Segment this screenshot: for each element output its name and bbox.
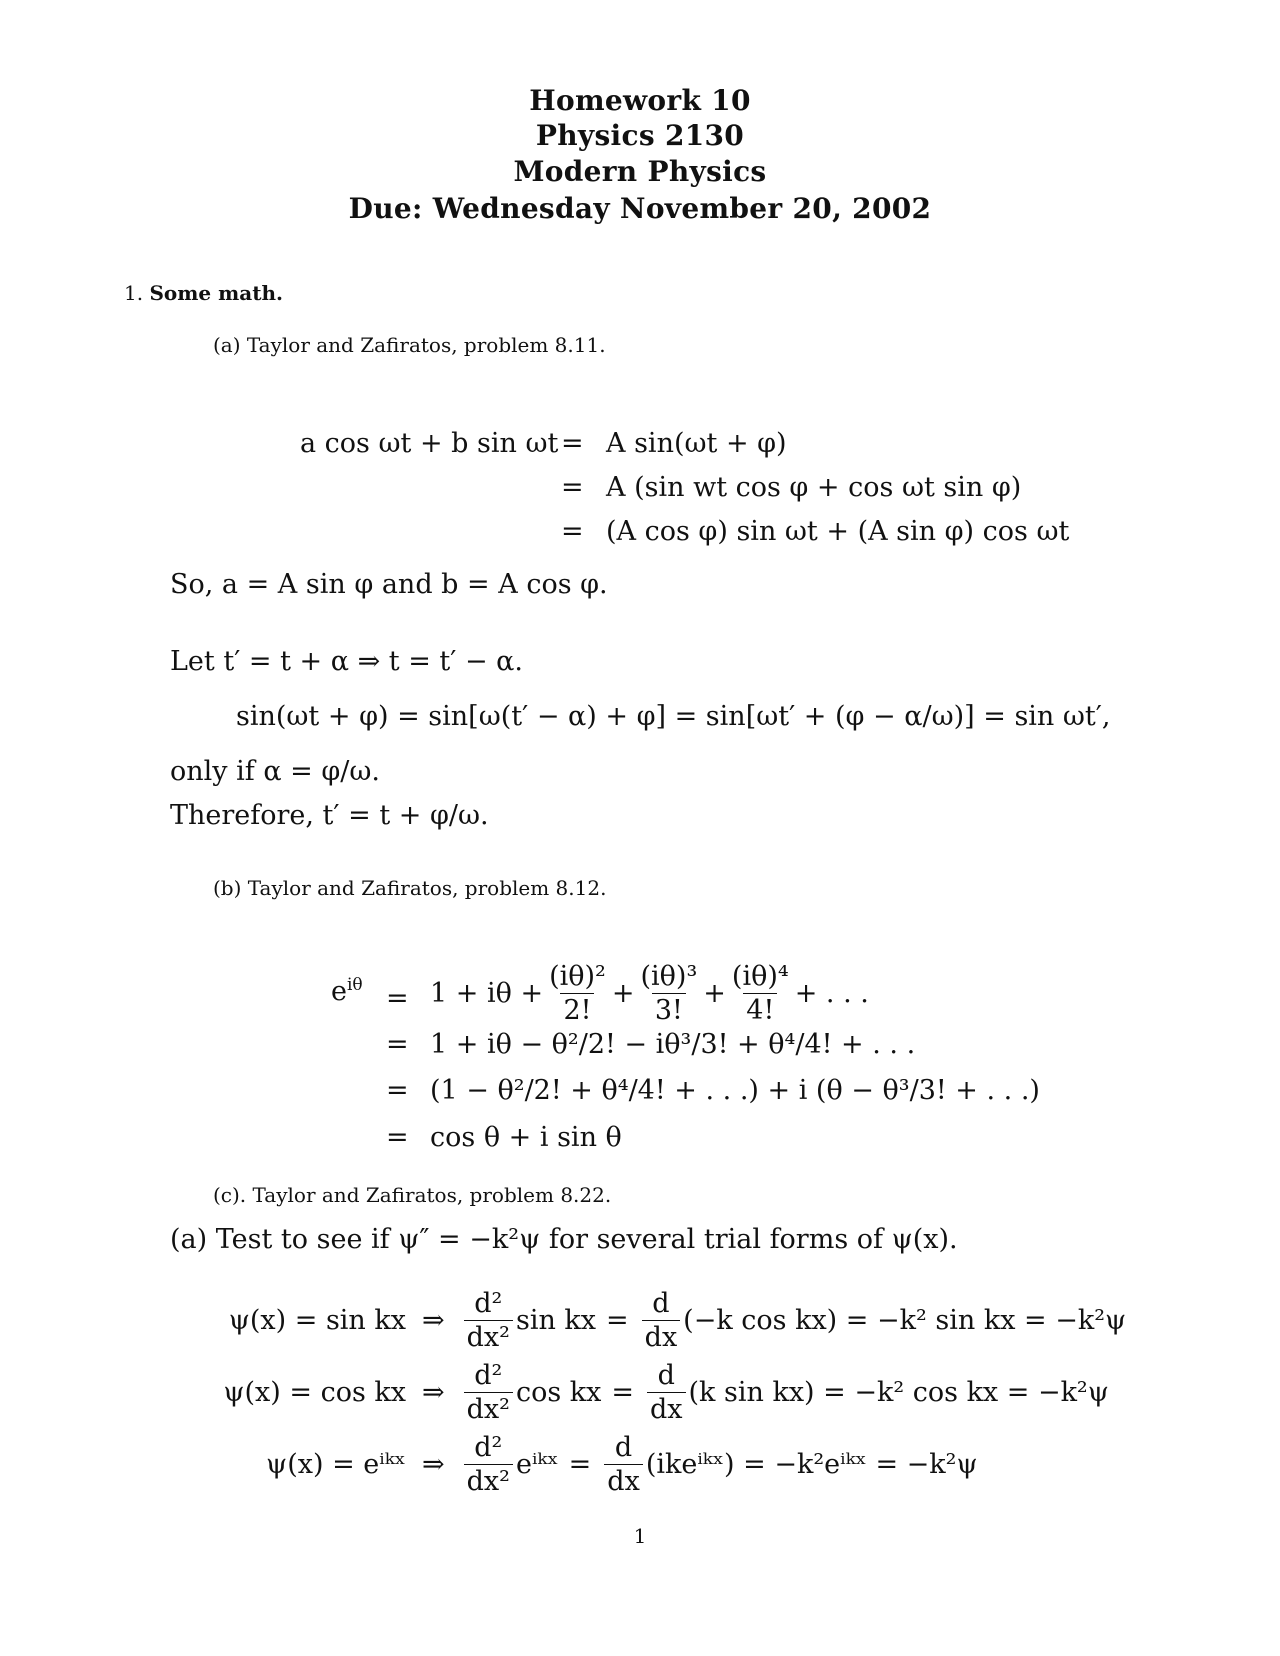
part-b-row-2: 1 + iθ − θ²/2! − iθ³/3! + θ⁴/4! + . . . [430,1029,916,1060]
part-a-shift-equation: sin(ωt + φ) = sin[ω(t′ − α) + φ] = sin[ωt′ + (φ − α/ω)] = sin ωt′, [236,701,1111,732]
part-b-equals-1: = [386,983,409,1014]
part-b-equals-3: = [386,1075,409,1106]
part-b-lhs-exponent: iθ [346,975,363,995]
part-a-let-line: Let t′ = t + α ⇒ t = t′ − α. [170,646,523,677]
fraction-denominator: dx [642,1320,681,1351]
fraction-numerator: d² [474,1431,503,1463]
part-b-fraction-3 [729,960,792,1026]
fraction-denominator: dx [604,1464,643,1495]
part-a-eq-lhs: a cos ωt + b sin ωt [300,428,559,459]
part-b-row-1-start: 1 + iθ + [430,977,544,1009]
part-a-eq-rhs-2: A (sin wt cos φ + cos ωt sin φ) [606,472,1022,503]
part-a-therefore-line: Therefore, t′ = t + φ/ω. [170,800,489,831]
fraction-numerator: (iθ)² [549,960,606,992]
fraction-numerator: d [652,1287,670,1319]
part-b-equals-2: = [386,1029,409,1060]
part-c-row-3-lhs: ψ(x) = eⁱᵏˣ [266,1448,406,1480]
part-c-row-2-result: (k sin kx) = −k² cos kx = −k²ψ [688,1376,1109,1408]
part-c-row-2-lhs: ψ(x) = cos kx [223,1376,406,1408]
part-c-row-3 [200,1422,978,1506]
fraction-numerator: d² [474,1287,503,1319]
part-b-equals-4: = [386,1122,409,1153]
equals-sign: = [568,1448,592,1480]
plus-sign: + [611,977,635,1009]
implies-arrow-icon: ⇒ [422,1376,445,1408]
fraction-denominator: dx [647,1392,686,1423]
part-c-row-1-function: sin kx [515,1304,597,1336]
fraction-numerator: d [657,1359,675,1391]
title-line-3: Modern Physics [513,155,767,188]
part-b-lhs-base: e [331,976,347,1007]
part-a-heading: (a) Taylor and Zafiratos, problem 8.11. [213,333,606,357]
fraction-denominator: dx² [464,1464,513,1495]
part-c-row-1-lhs: ψ(x) = sin kx [228,1304,406,1336]
fraction-denominator: 4! [743,993,777,1024]
part-b-row-1-end: + . . . [794,977,869,1009]
problem-1-heading [124,281,283,305]
part-b-row-1 [430,955,869,1031]
first-derivative-operator [647,1359,686,1425]
fraction-denominator: 2! [560,993,594,1024]
part-c-row-1-result: (−k cos kx) = −k² sin kx = −k²ψ [683,1304,1127,1336]
implies-arrow-icon: ⇒ [422,1448,445,1480]
part-a-only-if-line: only if α = φ/ω. [170,756,380,787]
second-derivative-operator [464,1359,513,1425]
part-c-row-3-function: eⁱᵏˣ [515,1448,559,1480]
part-b-fraction-2 [637,960,700,1026]
fraction-numerator: (iθ)³ [640,960,698,992]
equals-sign: = [606,1304,629,1336]
title-line-2: Physics 2130 [535,119,745,152]
plus-sign: + [703,977,726,1009]
part-a-eq-rhs-1: A sin(ωt + φ) [606,428,787,459]
part-b-lhs [331,975,363,1007]
fraction-numerator: (iθ)⁴ [731,960,789,992]
part-a-so-line: So, a = A sin φ and b = A cos φ. [170,569,608,600]
second-derivative-operator [464,1287,513,1353]
part-c-row-2-function: cos kx [515,1376,602,1408]
page-number: 1 [633,1524,647,1548]
part-c-row-3-result: (ikeⁱᵏˣ) = −k²eⁱᵏˣ = −k²ψ [645,1448,978,1480]
first-derivative-operator [604,1431,643,1497]
problem-number: 1. [124,281,144,305]
part-a-eq-equals-2: = [561,472,584,503]
problem-title: Some math. [149,281,283,305]
part-b-row-4: cos θ + i sin θ [430,1122,622,1153]
part-a-eq-equals-3: = [561,516,584,547]
equals-sign: = [611,1376,634,1408]
fraction-numerator: d² [474,1359,503,1391]
title-line-1: Homework 10 [529,84,751,117]
fraction-denominator: 3! [652,993,686,1024]
part-b-heading: (b) Taylor and Zafiratos, problem 8.12. [213,876,607,900]
fraction-numerator: d [614,1431,633,1463]
implies-arrow-icon: ⇒ [422,1304,445,1336]
fraction-denominator: dx² [464,1320,513,1351]
first-derivative-operator [642,1287,681,1353]
part-a-eq-rhs-3: (A cos φ) sin ωt + (A sin φ) cos ωt [606,516,1070,547]
part-b-fraction-1 [546,960,609,1026]
part-c-intro: (a) Test to see if ψ″ = −k²ψ for several trial forms of ψ(x). [170,1224,958,1255]
part-c-heading: (c). Taylor and Zafiratos, problem 8.22. [213,1183,612,1207]
part-b-row-3: (1 − θ²/2! + θ⁴/4! + . . .) + i (θ − θ³/3! + . . .) [430,1075,1040,1106]
fraction-denominator: dx² [464,1392,513,1423]
second-derivative-operator [464,1431,513,1497]
title-line-4: Due: Wednesday November 20, 2002 [348,192,932,225]
part-a-eq-equals-1: = [561,428,584,459]
